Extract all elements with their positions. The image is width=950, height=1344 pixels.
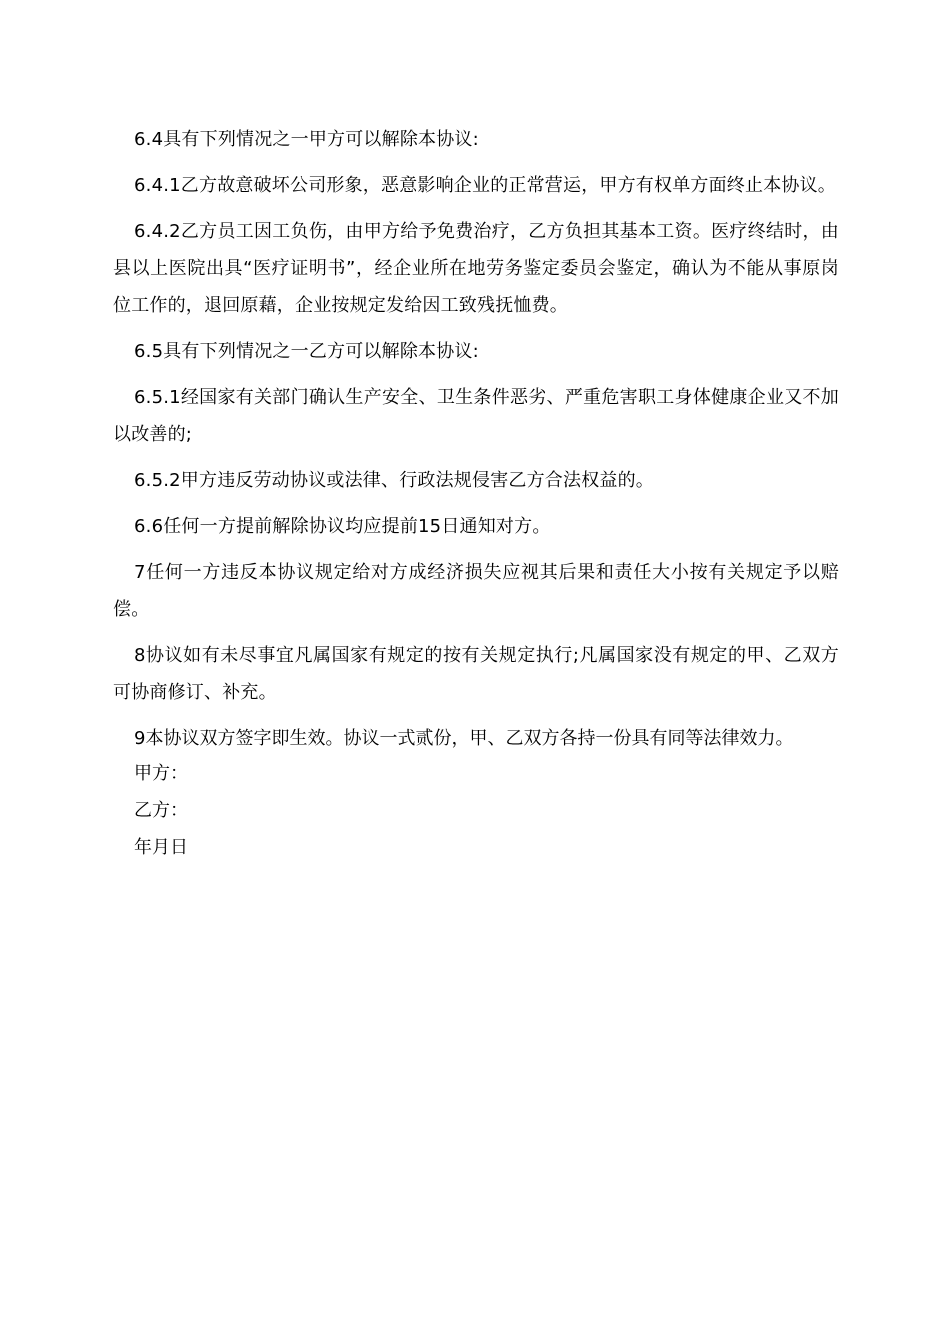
signature-block <box>134 755 188 866</box>
date-label: 年月日 <box>134 837 188 858</box>
clause-8: 8协议如有未尽事宜凡属国家有规定的按有关规定执行;凡属国家没有规定的甲、乙双方可协商修订、补充。 <box>113 645 839 703</box>
clause-6-4-1: 6.4.1乙方故意破坏公司形象，恶意影响企业的正常营运，甲方有权单方面终止本协议。 <box>134 175 836 196</box>
party-a-label: 甲方： <box>134 763 188 784</box>
clause-6-6: 6.6任何一方提前解除协议均应提前15日通知对方。 <box>134 516 551 537</box>
party-b-label: 乙方： <box>134 800 188 821</box>
clause-6-5-1: 6.5.1经国家有关部门确认生产安全、卫生条件恶劣、严重危害职工身体健康企业又不加以改善的; <box>113 387 839 445</box>
clause-6-4-2: 6.4.2乙方员工因工负伤，由甲方给予免费治疗，乙方负担其基本工资。医疗终结时，由县以上医院出具“医疗证明书”，经企业所在地劳务鉴定委员会鉴定，确认为不能从事原岗位工作的，退回原藉，企业按规定发给因工致残抚恤费。 <box>113 221 839 316</box>
clause-6-5-2: 6.5.2甲方违反劳动协议或法律、行政法规侵害乙方合法权益的。 <box>134 470 654 491</box>
agreement-body <box>113 121 839 766</box>
clause-7: 7任何一方违反本协议规定给对方成经济损失应视其后果和责任大小按有关规定予以赔偿。 <box>113 562 839 620</box>
clause-6-4: 6.4具有下列情况之一甲方可以解除本协议: <box>134 129 479 150</box>
clause-9: 9本协议双方签字即生效。协议一式贰份，甲、乙双方各持一份具有同等法律效力。 <box>134 728 794 749</box>
clause-6-5: 6.5具有下列情况之一乙方可以解除本协议: <box>134 341 479 362</box>
